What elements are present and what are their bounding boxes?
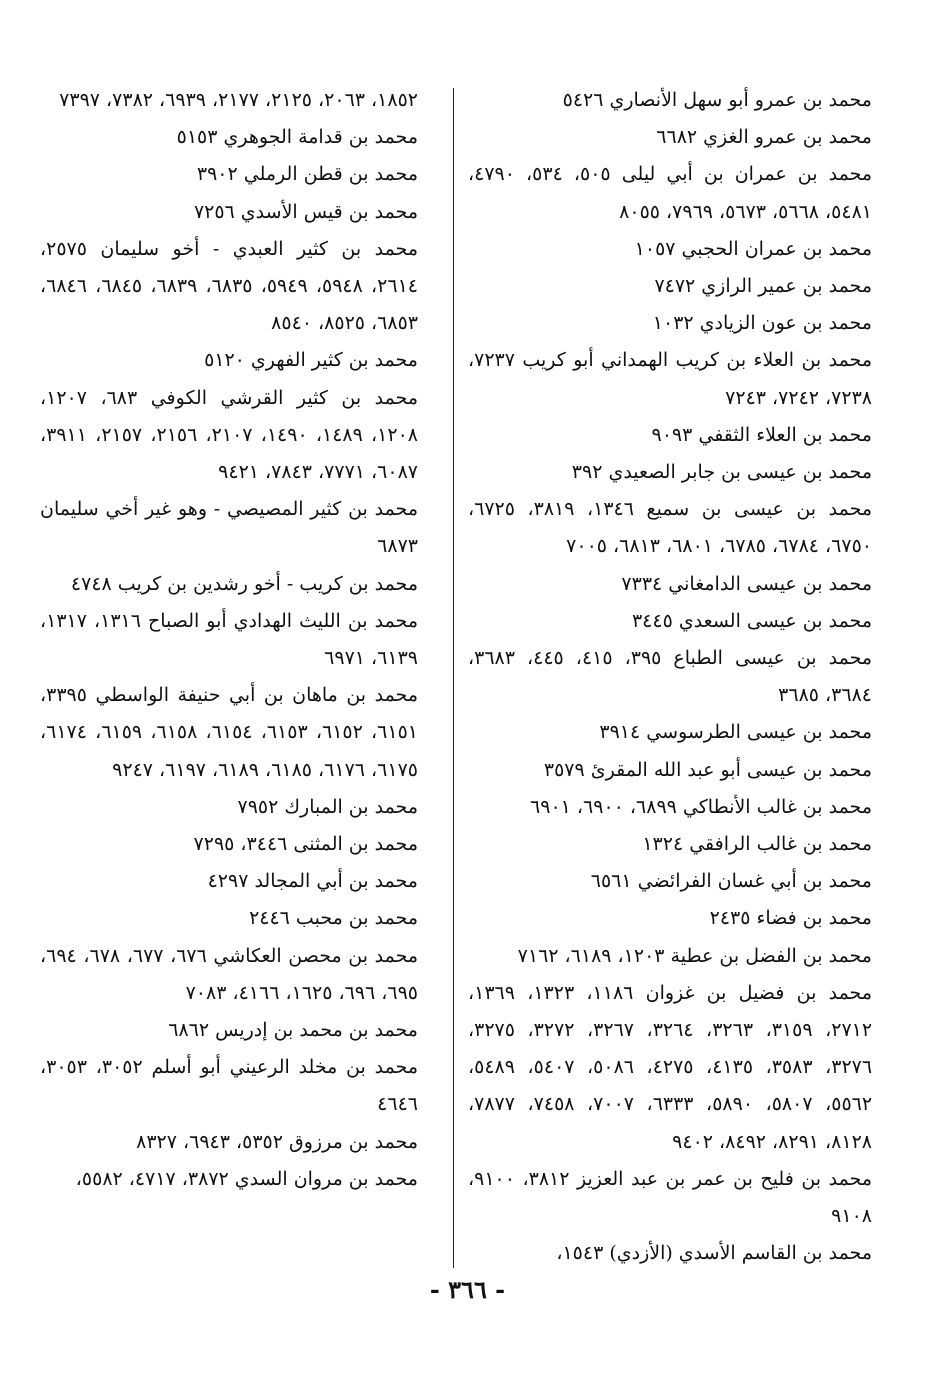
index-entry: محمد بن كثير القرشي الكوفي ٦٨٣، ١٢٠٧، ١٢٠٨، ١٤٨٩، ١٤٩٠، ٢١٠٧، ٢١٥٦، ٢١٥٧، ٣٩١١، ٦٠٨٧، ٧٧٧١، ٧٨٤٣، ٩٤٢١	[40, 386, 419, 484]
index-entry: محمد بن كثير العبدي - أخو سليمان ٢٥٧٥، ٢٦١٤، ٥٩٤٨، ٥٩٤٩، ٦٨٣٥، ٦٨٣٩، ٦٨٤٥، ٦٨٤٦، ٦٨٥٣، ٨٥٢٥، ٨٥٤٠	[40, 237, 418, 335]
index-entry: محمد بن عمران بن أبي ليلى ٥٠٥، ٥٣٤، ٤٧٩٠، ٥٤٨١، ٥٦٦٨، ٥٦٧٣، ٧٩٦٩، ٨٠٥٥	[468, 163, 873, 223]
index-entry: محمد بن عيسى بن سميع ١٣٤٦، ٣٨١٩، ٦٧٢٥، ٦٧٥٠، ٦٧٨٤، ٦٧٨٥، ٦٨٠١، ٦٨١٣، ٧٠٠٥	[468, 498, 873, 558]
index-entry: محمد بن كثير المصيصي - وهو غير أخي سليمان ٦٨٧٣	[40, 498, 418, 558]
index-entry: محمد بن كريب - أخو رشدين بن كريب ٤٧٤٨	[70, 572, 418, 595]
index-entry: محمد بن عمران الحجبي ١٠٥٧	[634, 237, 872, 260]
index-entry: محمد بن العلاء بن كريب الهمداني أبو كريب ٧٢٣٧، ٧٢٣٨، ٧٢٤٢، ٧٢٤٣	[468, 349, 872, 409]
index-entry: محمد بن محمد بن إدريس ٦٨٦٢	[168, 1019, 418, 1042]
index-entry: محمد بن القاسم الأسدي (الأزدي) ١٥٤٣،	[556, 1242, 872, 1265]
index-entry: محمد بن عيسى بن جابر الصعيدي ٣٩٢	[571, 461, 872, 484]
index-entry: محمد بن عيسى الطباع ٣٩٥، ٤١٥، ٤٤٥، ٣٦٨٣، ٣٦٨٤، ٣٦٨٥	[468, 647, 873, 707]
left-column	[40, 82, 418, 1198]
index-entry: محمد بن قيس الأسدي ٧٢٥٦	[193, 200, 418, 223]
index-entry: محمد بن المثنى ٣٤٤٦، ٧٢٩٥	[193, 833, 418, 856]
index-entry: محمد بن الفضل بن عطية ١٢٠٣، ٦١٨٩، ٧١٦٢	[517, 944, 872, 967]
page-number: - ٣٦٦ -	[429, 1275, 506, 1304]
index-entry: محمد بن غالب الأنطاكي ٦٨٩٩، ٦٩٠٠، ٦٩٠١	[530, 795, 872, 818]
index-entry: ١٨٥٢، ٢٠٦٣، ٢١٢٥، ٢١٧٧، ٦٩٣٩، ٧٣٨٢، ٧٣٩٧	[59, 89, 418, 111]
index-entry: محمد بن محبب ٢٤٤٦	[249, 907, 418, 930]
index-entry: محمد بن مروان السدي ٣٨٧٢، ٤٧١٧، ٥٥٨٢،	[75, 1167, 418, 1190]
index-entry: محمد بن عمرو الغزي ٦٦٨٢	[656, 126, 872, 149]
index-entry: محمد بن عمرو أبو سهل الأنصاري ٥٤٢٦	[562, 89, 872, 111]
right-column	[468, 82, 872, 1273]
index-entry: محمد بن عيسى أبو عبد الله المقرئ ٣٥٧٩	[543, 758, 872, 781]
index-entry: محمد بن مرزوق ٥٣٥٢، ٦٩٤٣، ٨٣٢٧	[136, 1130, 418, 1153]
index-entry: محمد بن غالب الرافقي ١٣٢٤	[642, 833, 872, 856]
index-entry: محمد بن المبارك ٧٩٥٢	[237, 795, 418, 818]
index-entry: محمد بن الليث الهدادي أبو الصباح ١٣١٦، ١٣١٧، ٦١٣٩، ٦٩٧١	[40, 609, 418, 670]
index-entry: محمد بن مخلد الرعيني أبو أسلم ٣٠٥٢، ٣٠٥٣، ٤٦٤٦	[40, 1056, 418, 1116]
column-divider	[453, 88, 454, 1268]
index-entry: محمد بن قطن الرملي ٣٩٠٢	[196, 163, 418, 186]
index-entry: محمد بن محصن العكاشي ٦٧٦، ٦٧٧، ٦٧٨، ٦٩٤، ٦٩٥، ٦٩٦، ١٦٢٥، ٤١٦٦، ٧٠٨٣	[40, 944, 419, 1004]
index-entry: محمد بن العلاء الثقفي ٩٠٩٣	[651, 423, 872, 446]
index-entry: محمد بن كثير الفهري ٥١٢٠	[204, 349, 418, 372]
index-entry: محمد بن ماهان بن أبي حنيفة الواسطي ٣٣٩٥، ٦١٥١، ٦١٥٢، ٦١٥٣، ٦١٥٤، ٦١٥٨، ٦١٥٩، ٦١٧٤، ٦١٧٥، ٦١٧٦، ٦١٨٥، ٦١٨٩، ٦١٩٧، ٩٢٤٧	[40, 684, 418, 781]
index-entry: محمد بن عيسى السعدي ٣٤٤٥	[631, 609, 872, 632]
index-entry: محمد بن أبي غسان الفرائضي ٦٥٦١	[590, 870, 872, 893]
index-entry: محمد بن فليح بن عمر بن عبد العزيز ٣٨١٢، ٩١٠٠، ٩١٠٨	[468, 1167, 872, 1228]
index-entry: محمد بن عيسى الدامغاني ٧٣٣٤	[621, 572, 872, 595]
index-entry: محمد بن فضيل بن غزوان ١١٨٦، ١٣٢٣، ١٣٦٩، ٢٧١٢، ٣١٥٩، ٣٢٦٣، ٣٢٦٤، ٣٢٦٧، ٣٢٧٢، ٣٢٧٥، ٣٢٧٦، ٣٥٨٣، ٤١٣٥، ٤٢٧٥، ٥٠٨٦، ٥٤٠٧، ٥٤٨٩، ٥٥٦٢، ٥٨٠٧، ٥٨٩٠، ٦٣٣٣، ٧٠٠٧، ٧٤٥٨، ٧٨٧٧، ٨١٢٨، ٨٢٩١، ٨٤٩٢، ٩٤٠٢	[468, 981, 873, 1153]
index-entry: محمد بن عيسى الطرسوسي ٣٩١٤	[599, 721, 872, 744]
index-entry: محمد بن فضاء ٢٤٣٥	[709, 907, 872, 930]
index-entry: محمد بن أبي المجالد ٤٢٩٧	[207, 870, 418, 893]
index-entry: محمد بن قدامة الجوهري ٥١٥٣	[176, 126, 418, 149]
index-entry: محمد بن عمير الرازي ٧٤٧٢	[654, 275, 872, 298]
index-entry: محمد بن عون الزيادي ١٠٣٢	[652, 312, 872, 335]
